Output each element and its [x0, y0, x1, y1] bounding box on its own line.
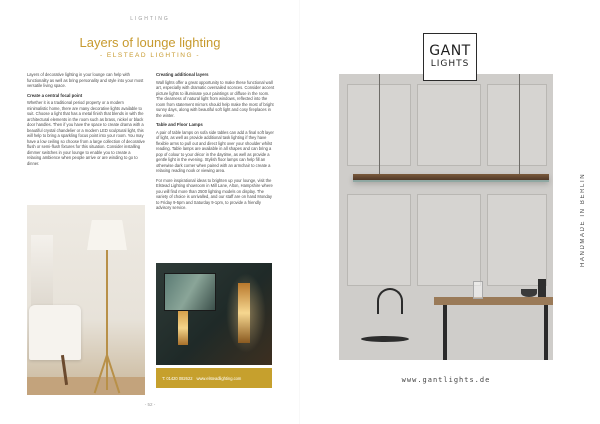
armchair-shape	[29, 305, 81, 360]
closing-paragraph: For more inspirational ideas to brighten up your lounge, visit the Elstead Lighting showroom in Mill Lane, Alton, Hampshire where you will find more than 2500 lighting models on display. The variety of choice is unrivalled, and our staff are on hand Monday to Friday 9-5pm and Saturday 9-1pm, to provide a friendly advisory service.	[156, 177, 273, 210]
wall-panel	[347, 194, 411, 286]
wall-panel	[417, 84, 481, 166]
floor-lamp-photo	[27, 205, 145, 395]
wall-sconce-photo	[156, 263, 272, 365]
advert-website[interactable]: www.gantlights.de	[401, 376, 491, 384]
contact-website[interactable]: www.elsteadlighting.com	[196, 375, 242, 381]
pendant-wire	[519, 74, 520, 174]
article-subhead: - ELSTEAD LIGHTING -	[99, 52, 201, 59]
wall-sconce-shape	[238, 283, 250, 343]
section-label: LIGHTING	[130, 16, 170, 22]
chair-back-shape	[377, 288, 403, 314]
section-heading: Creating additional layers	[156, 72, 209, 77]
pendant-wire	[379, 74, 380, 174]
text-column-left	[27, 72, 145, 170]
logo-line-2: LIGHTS	[430, 59, 470, 69]
section-heading: Table and Floor Lamps	[156, 122, 203, 127]
vase-shape	[538, 279, 546, 297]
window-shape	[31, 235, 53, 315]
lamp-shade-shape	[87, 220, 127, 250]
table-top-shape	[434, 297, 553, 305]
article-headline: Layers of lounge lighting	[79, 35, 221, 50]
logo-line-1: GANT	[429, 43, 471, 59]
section-heading: Create a central focal point	[27, 92, 83, 98]
section-body: A pair of table lamps on sofa side tables can add a final soft layer of light, as well as provide additional task lighting if they have flexible arms to pull out and direct light over your shoulder whilst reading. Table lamps are available in all shapes and can bring a pop of colour to your décor in the daytime, as well as provide a gentle light in the evening. Stylish floor lamps can help fill an otherwise dark corner when paired with an armchair to create a relaxing reading nook or viewing area.	[156, 129, 274, 173]
chair-seat-shape	[361, 336, 409, 342]
contact-bar	[156, 368, 272, 388]
intro-paragraph: Layers of decorative lighting in your lounge can help with functionality as well as bring personality and style into your most versatile living space.	[27, 72, 144, 88]
glass-shape	[473, 281, 483, 299]
right-page-advert	[300, 0, 600, 424]
contact-phone: T: 01420 082622	[162, 375, 193, 381]
table-leg-shape	[443, 305, 447, 360]
section-body: Wall lights offer a great opportunity to make these functional wall art, especially with dramatic oversailed sconces. Consider accent picture lights to illuminate your paintings or diffuse in the room. The clearness of natural light from windows, reflected into the room from statement mirrors should help make the most of bright sunny days, along with beautiful soft light and cosy fireplaces in the winter.	[156, 79, 275, 118]
wall-panel	[487, 194, 547, 286]
lamp-pole-shape	[106, 250, 108, 390]
wall-panel	[487, 84, 547, 166]
text-column-right	[156, 72, 276, 215]
pendant-light-strip	[353, 180, 549, 182]
dining-pendant-photo	[339, 74, 553, 360]
gant-lights-logo	[423, 33, 477, 81]
floor-shape	[27, 377, 145, 395]
section-body: Whether it is a traditional period property or a modern minimalistic home, there are many decorative lights available to suit. Choose a light that has a metal finish that blends in with the architectural elements in the room such as brass, nickel or black door handles. Then if you have the space to create drama with a beautiful crystal chandelier or a modern LED sculptural light, this will help to bring a sparkling focus point into your room. You may have a low ceiling so choose from a large collection of decorative flush or semi-flush fixtures for this situation. Consider installing dimmer switches in your lounge to enable you to create a relaxing ambience when people arrive or are winding to go to dinner.	[27, 100, 145, 166]
bowl-shape	[521, 289, 537, 297]
wall-art-shape	[164, 273, 216, 311]
wall-sconce-shape	[178, 311, 188, 345]
wall-panel	[417, 194, 481, 286]
handmade-vertical-text: HANDMADE IN BERLIN	[580, 172, 586, 268]
page-number: - 52 -	[144, 402, 156, 407]
table-leg-shape	[544, 305, 548, 360]
